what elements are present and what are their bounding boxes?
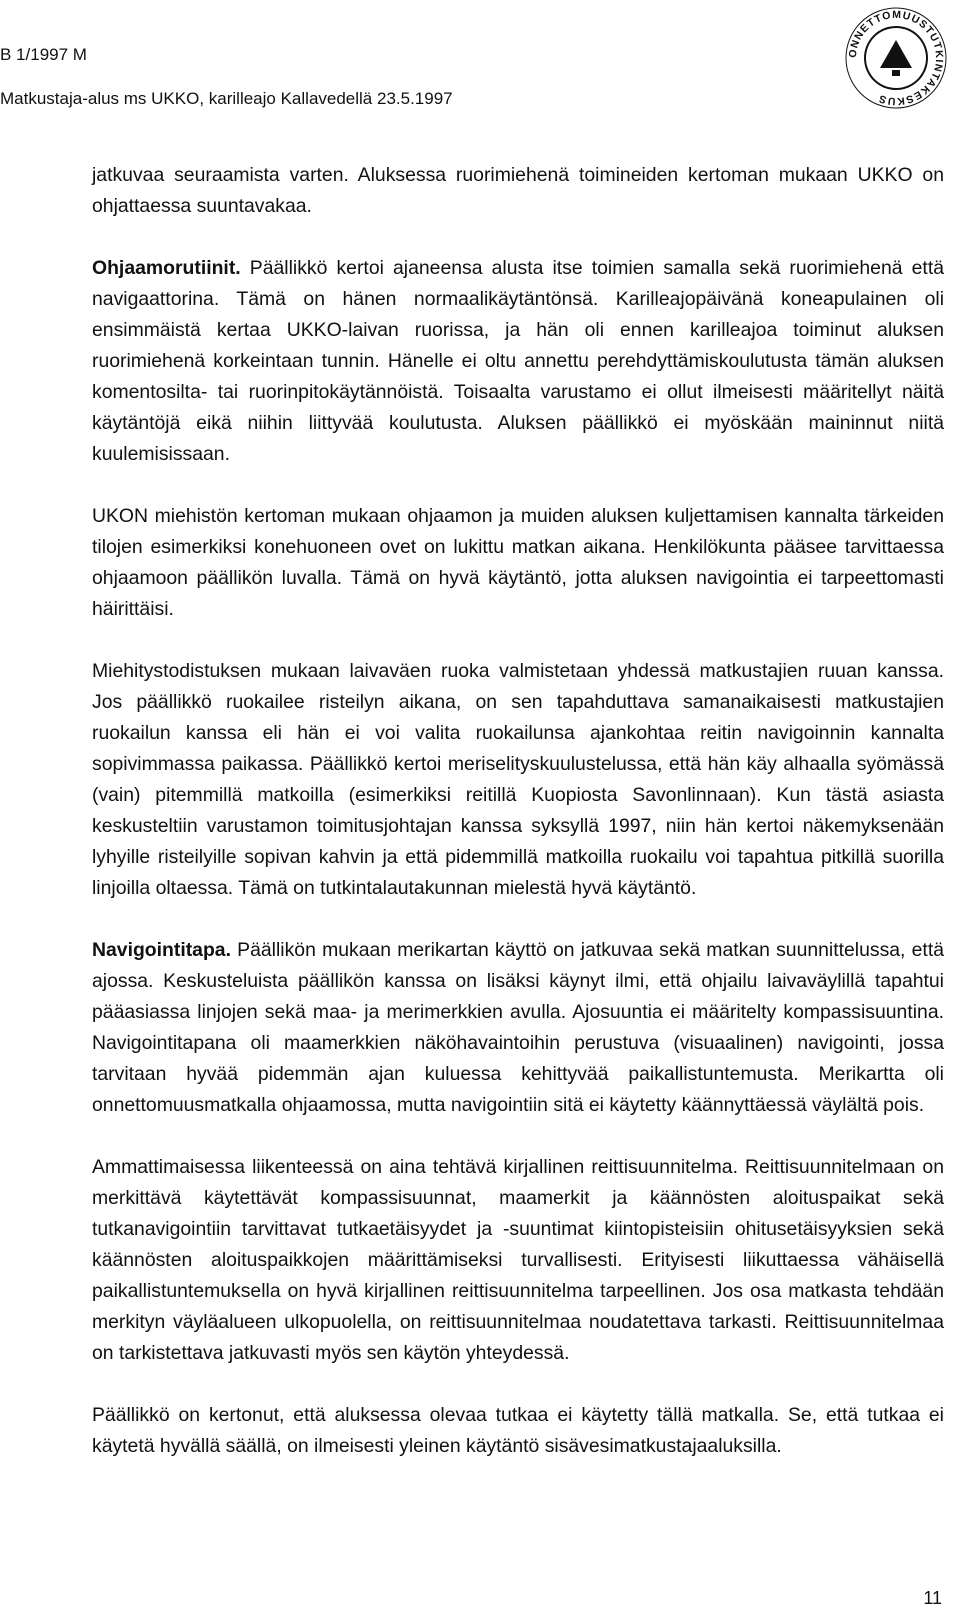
page-number: 11: [923, 1588, 942, 1608]
document-code: B 1/1997 M: [0, 45, 87, 64]
paragraph: Miehitystodistuksen mukaan laivaväen ruoka valmistetaan yhdessä matkustajien ruuan kanssa. Jos päällikkö ruokailee risteilyn aikana, on sen tapahduttava samanaikaisesti matkustajien ruokailun kanssa eli hän ei voi valita ruokailunsa ajankohtaa reitin navigoinnin kannalta sopivimmassa paikassa. Päällikkö kertoi meriselityskuulustelussa, että hän käy alhaalla syömässä (vain) pitemmillä matkoilla (esimerkiksi reitillä Kuopiosta Savonlinnaan). Kun tästä asiasta keskusteltiin varustamon toimitusjohtajan kanssa syksyllä 1997, niin hän kertoi näkemyksenään lyhyille risteilyille sopivan kahvin ja että pidemmillä matkoilla ruokailu voi tapahtua pitkillä suorilla linjoilla oltaessa. Tämä on tutkintalautakunnan mielestä hyvä käytäntö.: [92, 660, 944, 899]
document-body: [92, 160, 944, 1493]
paragraph-heading: Ohjaamorutiinit.: [92, 257, 241, 279]
page-header: [0, 44, 453, 110]
paragraph: UKON miehistön kertoman mukaan ohjaamon ja muiden aluksen kuljettamisen kannalta tärkeiden tilojen esimerkiksi konehuoneen ovet on lukittu matkan aikana. Henkilökunta pääsee tarvittaessa ohjaamoon päällikön luvalla. Tämä on hyvä käytäntö, jotta aluksen navigointia ei tarpeettomasti häirittäisi.: [92, 505, 944, 620]
paragraph: Päällikkö on kertonut, että aluksessa olevaa tutkaa ei käytetty tällä matkalla. Se, että tutkaa ei käytetä hyvällä säällä, on ilmeisesti yleinen käytäntö sisävesimatkustajaaluksilla.: [92, 1404, 944, 1457]
document-subtitle: Matkustaja-alus ms UKKO, karilleajo Kallavedellä 23.5.1997: [0, 89, 453, 108]
paragraph: Navigointitapa. Päällikön mukaan merikartan käyttö on jatkuvaa sekä matkan suunnittelussa, että ajossa. Keskusteluista päällikön kanssa on lisäksi käynyt ilmi, että ohjailu laivaväylillä tapahtui pääasiassa linjojen sekä maa- ja merimerkkien avulla. Ajosuuntia ei määritelty kompassisuuntina. Navigointitapana oli maamerkkien näköhavaintoihin perustuva (visuaalinen) navigointi, jossa tarvitaan hyvää pidemmän ajan kuluessa kehittyvää paikallistuntemusta. Merikartta oli onnettomuusmatkalla ohjaamossa, mutta navigointiin sitä ei käytetty käännyttäessä väylältä pois.: [92, 939, 944, 1116]
paragraph-heading: Navigointitapa.: [92, 939, 231, 961]
paragraph: Ohjaamorutiinit. Päällikkö kertoi ajaneensa alusta itse toimien samalla sekä ruorimiehenä että navigaattorina. Tämä on hänen normaalikäytäntönsä. Karilleajopäivänä koneapulainen oli ensimmäistä kertaa UKKO-laivan ruorissa, ja hän oli ennen karilleajoa toiminut aluksen ruorimiehenä korkeintaan tunnin. Hänelle ei oltu annettu perehdyttämiskoulutusta tämän aluksen komentosilta- tai ruorinpitokäytännöistä. Toisaalta varustamo ei ollut ilmeisesti määritellyt näitä käytäntöjä eikä niihin liittyvää koulutusta. Aluksen päällikkö ei myöskään maininnut niitä kuulemisissaan.: [92, 257, 944, 465]
paragraph: Ammattimaisessa liikenteessä on aina tehtävä kirjallinen reittisuunnitelma. Reittisuunnitelmaan on merkittävä käytettävät kompassisuunnat, maamerkit ja käännösten aloituspaikat sekä tutkanavigointiin tarvittavat tutkaetäisyydet ja -suuntimat kiintopisteisiin ohitusetäisyyksien sekä käännösten aloituspaikkojen määrittämiseksi turvallisesti. Erityisesti liikuttaessa vähäisellä paikallistuntemuksella on hyvä kirjallinen reittisuunnitelma tarpeellinen. Jos osa matkasta tehdään merkityn väyläalueen ulkopuolella, on reittisuunnitelmaa noudatettava tarkasti. Reittisuunnitelmaa on tarkistettava jatkuvasti myös sen käytön yhteydessä.: [92, 1156, 944, 1364]
onnettomuustutkintakeskus-seal-icon: [840, 2, 952, 114]
seal-text: ONNETTOMUUSTUTKINTAKESKUS: [846, 8, 946, 108]
paragraph: jatkuvaa seuraamista varten. Aluksessa ruorimiehenä toimineiden kertoman mukaan UKKO on ohjattaessa suuntavakaa.: [92, 164, 944, 217]
